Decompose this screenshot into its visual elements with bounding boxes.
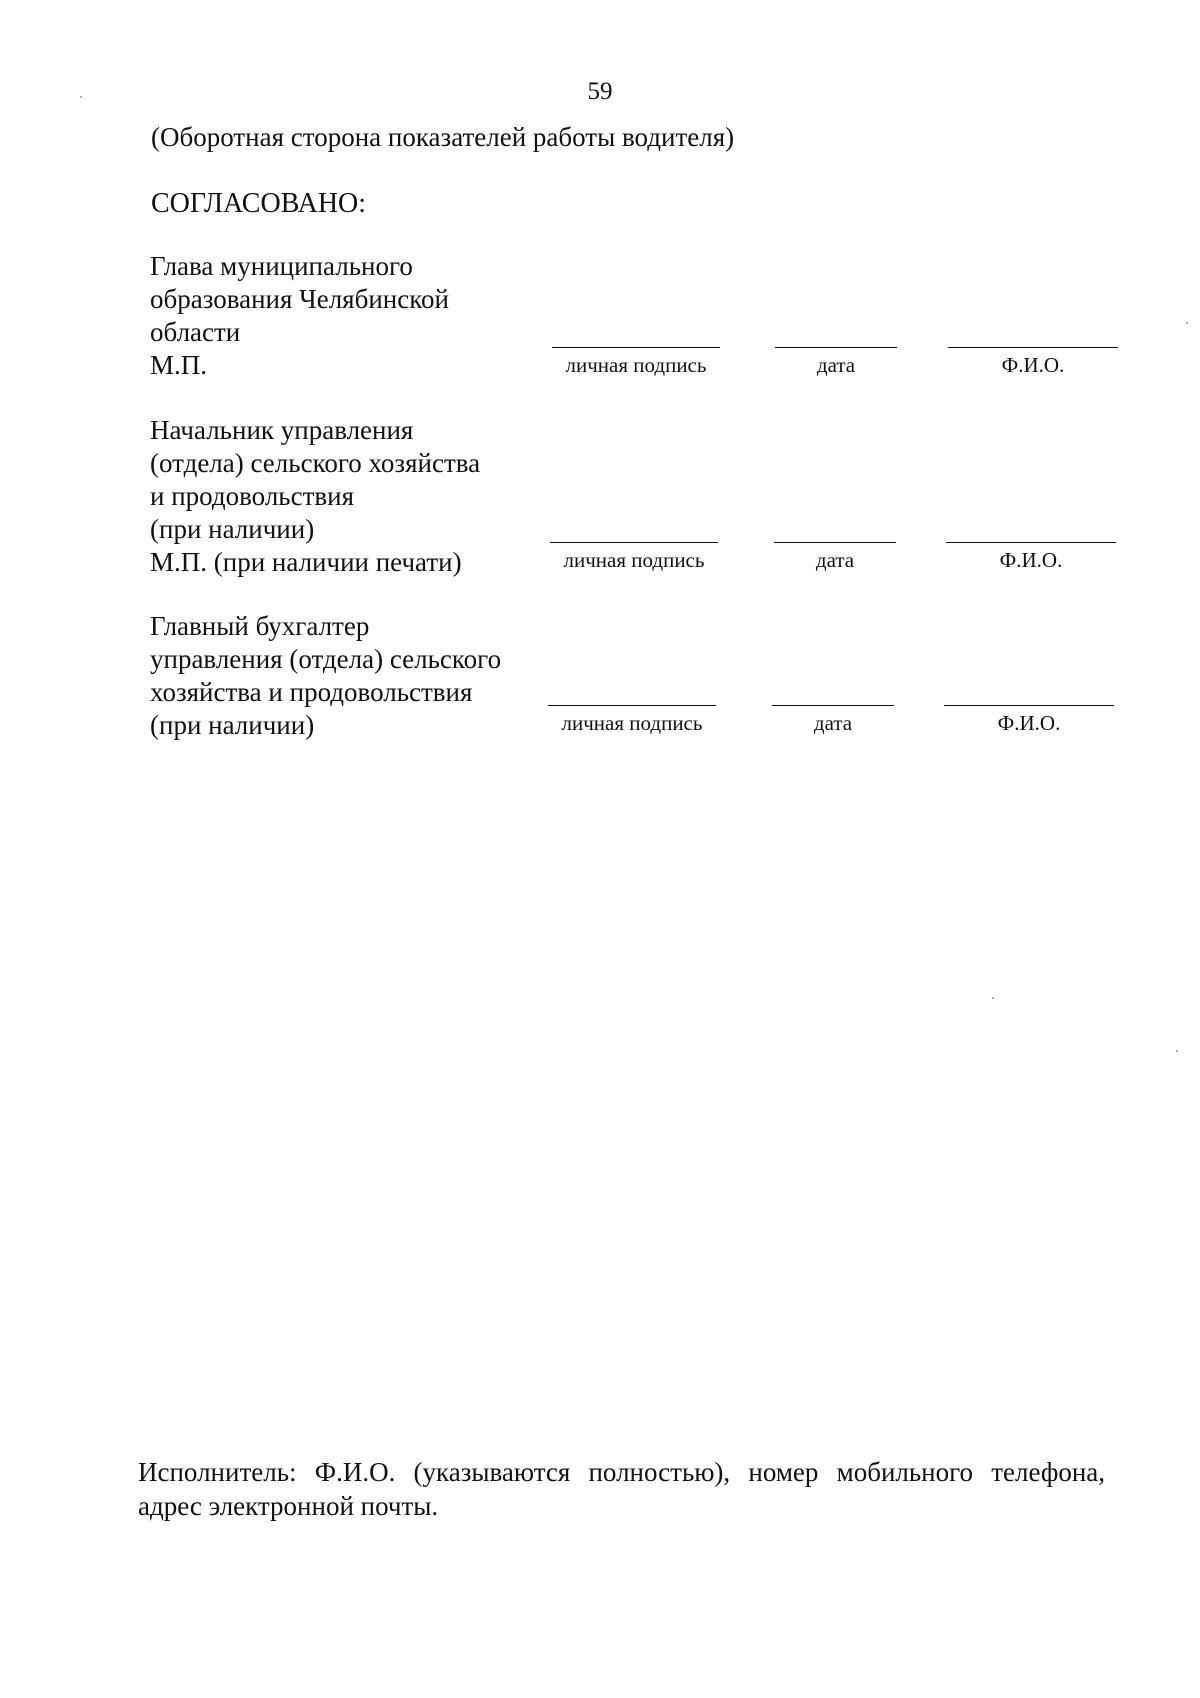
signature-caption: личная подпись	[561, 711, 703, 735]
scan-speck	[1176, 1050, 1178, 1052]
date-line	[775, 347, 897, 348]
name-line	[944, 705, 1114, 706]
name-caption: Ф.И.О.	[1001, 353, 1065, 377]
name-caption: Ф.И.О.	[997, 711, 1061, 735]
signer-text-line: (отдела) сельского хозяйства	[150, 448, 481, 478]
signature-line	[552, 347, 720, 348]
date-caption: дата	[813, 711, 853, 735]
page-subtitle: (Оборотная сторона показателей работы водителя)	[151, 122, 735, 152]
signer-text-line: М.П.	[150, 350, 208, 380]
signer-text-line: (при наличии)	[150, 514, 315, 544]
signer-block-head-of-municipality	[150, 250, 449, 382]
signer-text-line: образования Челябинской	[150, 284, 449, 314]
page-number: 59	[587, 78, 613, 105]
signer-block-chief-accountant	[150, 610, 501, 742]
signer-text-line: хозяйства и продовольствия	[150, 677, 473, 707]
signer-text-line: (при наличии)	[150, 710, 315, 740]
signer-text-line: управления (отдела) сельского	[150, 644, 502, 674]
signer-text-line: Глава муниципального	[150, 251, 413, 281]
name-caption: Ф.И.О.	[999, 548, 1063, 572]
signature-caption: личная подпись	[563, 548, 705, 572]
signer-text-line: и продовольствия	[150, 481, 355, 511]
signer-text-line: Начальник управления	[150, 415, 414, 445]
date-caption: дата	[816, 353, 856, 377]
date-line	[774, 542, 896, 543]
name-line	[948, 347, 1118, 348]
scan-speck	[80, 96, 82, 98]
signature-caption: личная подпись	[565, 353, 707, 377]
date-line	[772, 705, 894, 706]
scan-speck	[992, 997, 994, 999]
name-line	[946, 542, 1116, 543]
signer-text-line: М.П. (при наличии печати)	[150, 547, 462, 577]
signature-line	[548, 705, 716, 706]
approved-heading: СОГЛАСОВАНО:	[151, 188, 367, 219]
executor-note-line-1: Исполнитель: Ф.И.О. (указываются полностью), номер мобильного телефона,	[138, 1457, 1105, 1487]
signer-text-line: Главный бухгалтер	[150, 611, 370, 641]
signature-line	[550, 542, 718, 543]
signer-block-head-of-agriculture-department	[150, 414, 480, 579]
date-caption: дата	[815, 548, 855, 572]
executor-note-line-2: адрес электронной почты.	[138, 1491, 439, 1521]
signer-text-line: области	[150, 317, 241, 347]
scan-speck	[1186, 322, 1188, 324]
executor-note	[138, 1455, 1105, 1523]
